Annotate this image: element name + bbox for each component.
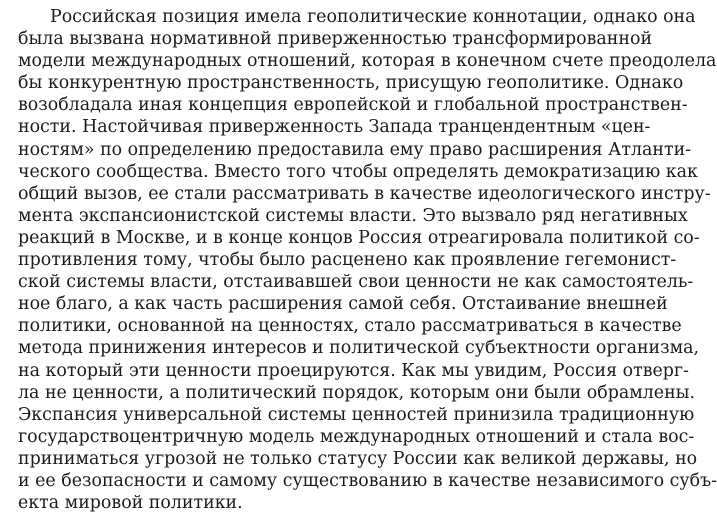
- text-line: государствоцентричную модель международных отношений и стала вос-: [18, 426, 695, 447]
- text-line: метода принижения интересов и политической субъектности организма,: [18, 338, 700, 359]
- text-line: ской системы власти, отстаивавшей свои ценности не как самостоятель-: [18, 272, 694, 293]
- document-page: [18, 0, 717, 514]
- cut-off-previous-line: [18, 0, 628, 1]
- text-line: ла не ценности, а политический порядок, которым они были обрамлены.: [18, 382, 696, 403]
- text-line: противления тому, чтобы было расценено как проявление гегемонист-: [18, 250, 677, 271]
- text-line: была вызвана нормативной приверженностью трансформированной: [18, 29, 653, 50]
- text-line: Экспансия универсальной системы ценностей принизила традиционную: [18, 404, 695, 425]
- text-line: ческого сообщества. Вместо того чтобы определять демократизацию как: [18, 161, 698, 182]
- text-line: возобладала иная концепция европейской и глобальной пространствен-: [18, 95, 688, 116]
- text-line: ности. Настойчивая приверженность Запада транцендентным «цен-: [18, 117, 651, 138]
- text-line: Российская позиция имела геополитические коннотации, однако она: [50, 7, 696, 27]
- text-line: общий вызов, ее стали рассматривать в качестве идеологического инстру-: [18, 183, 711, 204]
- text-line: приниматься угрозой не только статусу России как великой державы, но: [18, 448, 698, 469]
- text-line: реакций в Москве, и в конце концов Россия отреагировала политикой со-: [18, 227, 700, 248]
- text-line: бы конкурентную пространственность, присущую геополитике. Однако: [18, 73, 684, 94]
- text-line: ностям» по определению предоставила ему право расширения Атланти-: [18, 139, 692, 160]
- text-line: и ее безопасности и самому существованию в качестве независимого субъ-: [18, 470, 717, 491]
- text-line: модели международных отношений, которая в конечном счете преодолела: [18, 51, 717, 72]
- text-line: на который эти ценности проецируются. Как мы увидим, Россия отверг-: [18, 360, 689, 381]
- body-paragraph: [18, 6, 717, 514]
- text-line: екта мировой политики.: [18, 493, 243, 514]
- text-line: политики, основанной на ценностях, стало рассматриваться в качестве: [18, 316, 682, 337]
- text-line: мента экспансионистской системы власти. Это вызвало ряд негативных: [18, 205, 688, 226]
- text-line: ное благо, а как часть расширения самой себя. Отстаивание внешней: [18, 294, 668, 315]
